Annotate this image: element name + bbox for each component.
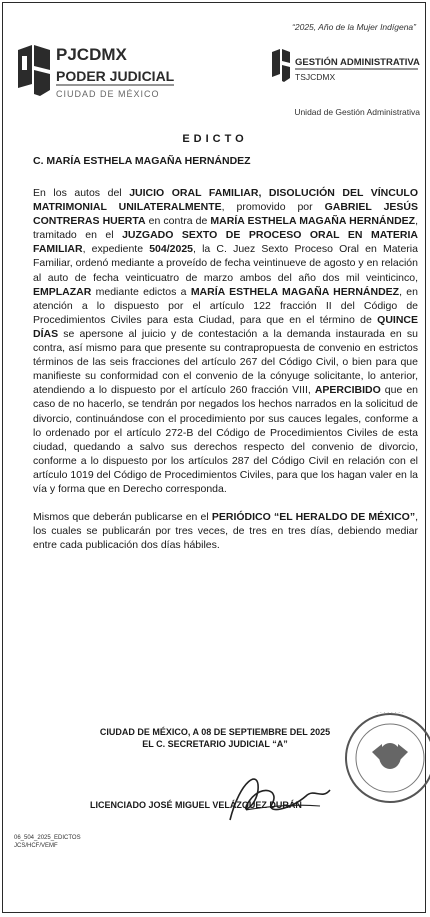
svg-text:· · · · · · · ·: · · · · · · · · <box>376 710 404 716</box>
logo-line2: PODER JUDICIAL <box>56 68 175 84</box>
logo-line1: PJCDMX <box>56 45 127 64</box>
right-logo-line2: TSJCDMX <box>295 72 336 82</box>
pjcdmx-logo <box>14 44 184 102</box>
body-paragraph-1: En los autos del JUICIO ORAL FAMILIAR, DISOLUCIÓN DEL VÍNCULO MATRIMONIAL UNILATERALMENTE, promovido por GABRIEL JESÚS CONTRERAS HUERTA en contra de MARÍA ESTHELA MAGAÑA HERNÁNDEZ, tramitado en el JUZGADO SEXTO DE PROCESO ORAL EN MATERIA FAMILIAR, expediente 504/2025, la C. Juez Sexto Proceso Oral en Materia Familiar, ordenó mediante a proveído de fecha veintinueve de agosto y en relación al auto de fecha veinticuatro de marzo ambos del año dos mil veinticinco, EMPLAZAR mediante edictos a MARÍA ESTHELA MAGAÑA HERNÁNDEZ, en atención a lo dispuesto por el artículo 122 fracción II del Código de Procedimientos Civiles para esta Ciudad, para que en el término de QUINCE DÍAS se apersone al juicio y de contestación a la demanda instaurada en su contra, así mismo para que presente su contrapropuesta de convenio en estrictos términos de las seis fracciones del artículo 267 del Código Civil, o bien para que manifieste su conformidad con el convenio de la cónyuge solicitante, lo anterior, atendiendo a lo dispuesto por el artículo 260 fracción VIII, APERCIBIDO que en caso de no hacerlo, se tendrán por negados los hechos narrados en la solicitud de divorcio, continuándose con el procedimiento por sus cauces legales, conforme a lo ordenado por el artículo 272-B del Código de Procedimientos Civiles de esta ciudad, quedando a salvo sus derechos respecto del convenio de divorcio, conforme a lo dispuesto por los artículos 287 del Código Civil en relación con el artículo 1019 del Código de Procedimientos Civiles, para que los hagan valer en la vía y forma que en Derecho corresponda. <box>33 187 419 495</box>
handwritten-signature <box>210 760 340 830</box>
document-heading: EDICTO <box>182 133 248 145</box>
reference-line-1: 06_504_2025_EDICTOS <box>14 835 81 841</box>
recipient: C. MARÍA ESTHELA MAGAÑA HERNÁNDEZ <box>33 155 251 167</box>
document-body <box>33 186 418 552</box>
signer-name: LICENCIADO JOSÉ MIGUEL VELÁZQUEZ DURÁN <box>90 800 302 810</box>
motto: “2025, Año de la Mujer Indígena” <box>292 22 416 32</box>
official-seal-stamp <box>332 700 430 828</box>
reference-codes <box>14 834 81 850</box>
right-logo-line1: GESTIÓN ADMINISTRATIVA <box>295 57 420 68</box>
reference-line-2: JCS/HCF/VEMF <box>14 843 58 849</box>
secretary-title: EL C. SECRETARIO JUDICIAL “A” <box>142 739 288 749</box>
gestion-administrativa-logo <box>270 48 420 90</box>
body-paragraph-2: Mismos que deberán publicarse en el PERIÓDICO “EL HERALDO DE MÉXICO”, los cuales se publicarán por tres veces, de tres en tres días, debiendo mediar entre cada publicación dos días hábiles. <box>33 511 418 552</box>
eagle-emblem-icon <box>372 743 408 769</box>
unit-label: Unidad de Gestión Administrativa <box>294 107 420 117</box>
signature-block <box>80 726 350 750</box>
place-date: CIUDAD DE MÉXICO, A 08 DE SEPTIEMBRE DEL 2025 <box>99 727 331 737</box>
logo-line3: CIUDAD DE MÉXICO <box>56 89 160 99</box>
pj-emblem-icon <box>18 45 50 96</box>
tsj-emblem-icon <box>272 49 290 82</box>
